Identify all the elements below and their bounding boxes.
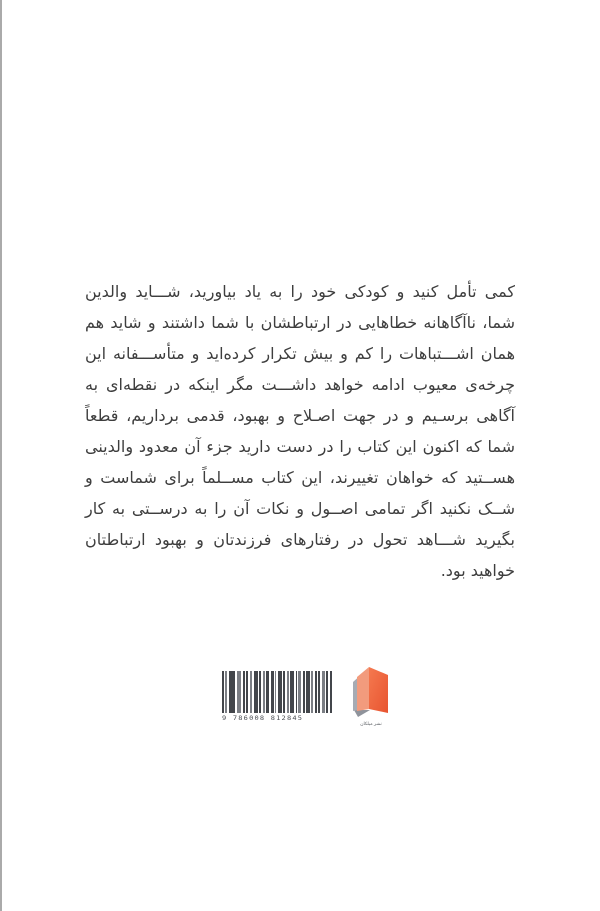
barcode-bar (278, 671, 282, 713)
barcode-bar (287, 671, 290, 713)
barcode-bar (303, 671, 305, 713)
barcode-bars (222, 671, 334, 713)
barcode-bar (222, 671, 224, 713)
barcode-bar (318, 671, 320, 713)
text-line: آگاهی برسـیم و در جهت اصـلاح و بهبود، قدمی برداریم، قطعاً (85, 406, 515, 425)
barcode-bar (271, 671, 274, 713)
text-line: همان اشـــتباهات را کم و بیش تکرار کرده‌اید و متأســـفانه این (85, 344, 515, 363)
barcode-bar (254, 671, 258, 713)
barcode-bar (298, 671, 301, 713)
text-line: هســتید که خواهان تغییرند، این کتاب مســلماً برای شماست و (85, 468, 515, 487)
publisher-logo (347, 663, 395, 725)
barcode-bar (229, 671, 233, 713)
barcode-bar (283, 671, 285, 713)
barcode-bar (246, 671, 249, 713)
open-book-icon (348, 663, 394, 717)
barcode-bar (306, 671, 310, 713)
barcode-bar (322, 671, 326, 713)
barcode-bar (326, 671, 328, 713)
barcode-bar (275, 671, 277, 713)
text-line: چرخه‌ی معیوب ادامه خواهد داشـــت مگر اینکه در نقطه‌ای به (85, 375, 515, 394)
text-line: شــک نکنید اگر تمامی اصــول و نکات آن را به درســتی به کار (85, 499, 515, 518)
barcode-bar (296, 671, 298, 713)
barcode-bar (290, 671, 294, 713)
barcode-bar (263, 671, 265, 713)
barcode-bar (237, 671, 241, 713)
barcode-bar (330, 671, 333, 713)
text-line: شما، ناآگاهانه خطاهایی در ارتباطشان با شما داشتند و شاید هم (85, 313, 515, 332)
barcode-bar (233, 671, 235, 713)
page-left-edge (0, 0, 2, 911)
barcode-bar (311, 671, 313, 713)
barcode-digits: 9 786008 812845 (222, 714, 304, 722)
text-line: کمی تأمل کنید و کودکی خود را به یاد بیاورید، شـــاید والدین (85, 282, 515, 301)
text-line: خواهید بود. (440, 561, 515, 580)
isbn-barcode (222, 671, 334, 727)
barcode-bar (259, 671, 262, 713)
back-cover-text (85, 276, 515, 586)
barcode-bar (243, 671, 245, 713)
barcode-bar (315, 671, 318, 713)
barcode-bar (266, 671, 270, 713)
text-line: بگیرید شـــاهد تحول در رفتارهای فرزندتان و بهبود ارتباطتان (85, 530, 515, 549)
barcode-bar (250, 671, 252, 713)
text-line: شما که اکنون این کتاب را در دست دارید جزء آن معدود والدینی (85, 437, 515, 456)
barcode-bar (225, 671, 228, 713)
publisher-name: نشر میلکان (360, 721, 382, 727)
